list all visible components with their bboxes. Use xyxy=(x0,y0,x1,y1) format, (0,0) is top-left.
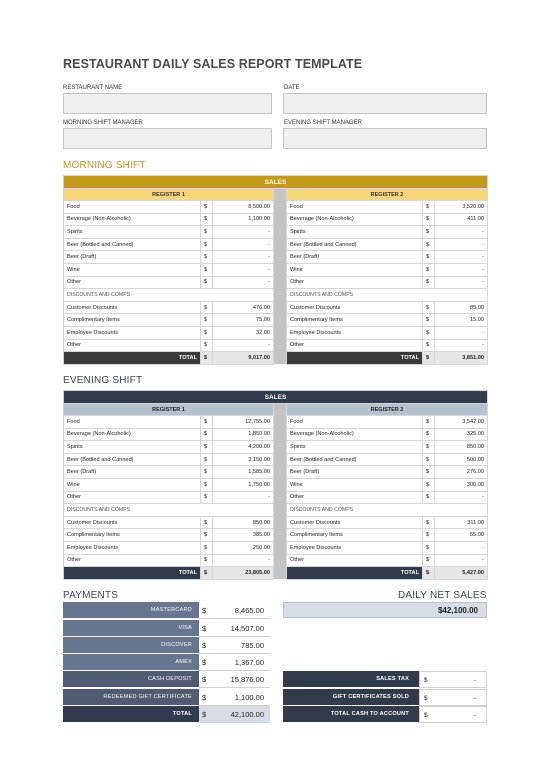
currency-symbol: $ xyxy=(423,466,435,479)
register-divider xyxy=(274,516,287,529)
currency-symbol: $ xyxy=(423,314,435,327)
register-1-item-value[interactable]: 1,585.00 xyxy=(213,466,274,479)
currency-symbol: $ xyxy=(423,567,435,580)
currency-symbol: $ xyxy=(423,251,435,264)
register-1-item-value[interactable]: 3,150.00 xyxy=(213,453,274,466)
register-2-item-label: Beer (Draft) xyxy=(287,251,423,264)
currency-symbol: $ xyxy=(419,671,431,688)
currency-symbol: $ xyxy=(423,213,435,226)
register-divider xyxy=(274,404,287,416)
currency-symbol: $ xyxy=(423,541,435,554)
payment-amount[interactable]: 15,876.00 xyxy=(209,671,270,688)
payment-method-label: AMEX xyxy=(63,654,199,671)
currency-symbol: $ xyxy=(423,516,435,529)
payment-row xyxy=(63,706,270,723)
register-2-item-value[interactable]: 3,542.00 xyxy=(435,416,488,429)
register-2-item-value[interactable]: 55.00 xyxy=(435,529,488,542)
register-1-item-label: Spirits xyxy=(64,226,201,239)
table-row xyxy=(64,276,488,289)
register-2-item-label: Beer (Bottled and Canned) xyxy=(287,453,423,466)
currency-symbol: $ xyxy=(423,554,435,567)
register-1-item-label: Beer (Draft) xyxy=(64,251,201,264)
payment-row xyxy=(63,637,270,654)
register-2-item-value[interactable]: 325.00 xyxy=(435,428,488,441)
table-row xyxy=(64,251,488,264)
currency-symbol: $ xyxy=(199,671,209,688)
currency-symbol: $ xyxy=(423,238,435,251)
register-divider xyxy=(274,567,287,580)
payment-amount[interactable]: 8,465.00 xyxy=(209,602,270,619)
currency-symbol: $ xyxy=(201,314,213,327)
currency-symbol: $ xyxy=(201,416,213,429)
register-2-item-value[interactable]: - xyxy=(435,226,488,239)
currency-symbol: $ xyxy=(199,620,209,637)
register-2-item-label: Beverage (Non-Alcoholic) xyxy=(287,428,423,441)
register-2-total: 3,851.00 xyxy=(435,352,488,365)
date-label: DATE xyxy=(284,85,300,91)
register-1-item-value[interactable]: 385.00 xyxy=(213,529,274,542)
currency-symbol: $ xyxy=(201,226,213,239)
register-1-item-label: Other xyxy=(64,491,201,504)
register-1-item-label: Other xyxy=(64,554,201,567)
evening-manager-label: EVENING SHIFT MANAGER xyxy=(284,120,362,126)
register-2-item-label: Other xyxy=(287,276,423,289)
register-2-header: REGISTER 2 xyxy=(287,404,488,416)
discounts-section-label: DISCOUNTS AND COMPS xyxy=(287,289,488,302)
register-2-item-value[interactable]: 276.00 xyxy=(435,466,488,479)
register-2-item-label: Food xyxy=(287,416,423,429)
register-2-item-value[interactable]: - xyxy=(435,326,488,339)
register-1-item-value[interactable]: 12,755.00 xyxy=(213,416,274,429)
register-1-item-value[interactable]: - xyxy=(213,554,274,567)
currency-symbol: $ xyxy=(423,428,435,441)
register-divider xyxy=(274,276,287,289)
register-2-item-value[interactable]: - xyxy=(435,541,488,554)
summary-row xyxy=(283,706,487,723)
total-label: TOTAL xyxy=(64,352,201,365)
register-1-item-label: Other xyxy=(64,339,201,352)
register-divider xyxy=(274,529,287,542)
payment-amount[interactable]: 1,100.00 xyxy=(209,689,270,706)
register-divider xyxy=(274,352,287,365)
currency-symbol: $ xyxy=(423,276,435,289)
register-1-item-value[interactable]: 32.00 xyxy=(213,326,274,339)
payment-row xyxy=(63,689,270,706)
register-divider xyxy=(274,554,287,567)
register-2-total: 5,427.00 xyxy=(435,567,488,580)
morning-manager-field[interactable] xyxy=(63,128,272,149)
total-label: TOTAL xyxy=(287,352,423,365)
register-2-item-label: Beer (Bottled and Canned) xyxy=(287,238,423,251)
register-1-header: REGISTER 1 xyxy=(64,404,274,416)
register-2-item-value[interactable]: - xyxy=(435,491,488,504)
evening-shift-heading: EVENING SHIFT xyxy=(63,375,143,386)
register-2-item-value[interactable]: 411.00 xyxy=(435,213,488,226)
table-row xyxy=(64,453,488,466)
register-2-item-value[interactable]: 3,520.00 xyxy=(435,201,488,214)
evening-sales-table xyxy=(63,390,488,580)
payment-method-label: REDEEMED GIFT CERTIFICATE xyxy=(63,689,199,706)
page-title: RESTAURANT DAILY SALES REPORT TEMPLATE xyxy=(63,57,363,71)
register-divider xyxy=(274,466,287,479)
register-1-item-value[interactable]: - xyxy=(213,226,274,239)
register-divider xyxy=(274,326,287,339)
register-1-item-label: Customer Discounts xyxy=(64,516,201,529)
payment-row xyxy=(63,620,270,637)
table-row xyxy=(64,478,488,491)
table-row xyxy=(64,339,488,352)
currency-symbol: $ xyxy=(423,491,435,504)
morning-sales-table xyxy=(63,175,488,365)
register-2-item-value[interactable]: 311.00 xyxy=(435,516,488,529)
payment-row xyxy=(63,671,270,688)
register-divider xyxy=(274,339,287,352)
currency-symbol: $ xyxy=(201,213,213,226)
register-divider xyxy=(274,428,287,441)
evening-manager-field[interactable] xyxy=(283,128,487,149)
currency-symbol: $ xyxy=(201,567,213,580)
register-1-item-label: Employee Discounts xyxy=(64,326,201,339)
register-1-item-value[interactable]: 1,750.00 xyxy=(213,478,274,491)
register-1-item-label: Spirits xyxy=(64,441,201,454)
payment-amount[interactable]: 14,507.00 xyxy=(209,620,270,637)
register-1-item-label: Other xyxy=(64,276,201,289)
currency-symbol: $ xyxy=(423,326,435,339)
register-2-item-value[interactable]: 850.00 xyxy=(435,441,488,454)
register-2-item-label: Other xyxy=(287,339,423,352)
register-divider xyxy=(274,263,287,276)
payment-amount[interactable]: 42,100.00 xyxy=(209,706,270,723)
table-row xyxy=(64,428,488,441)
summary-row xyxy=(283,689,487,706)
register-divider xyxy=(274,238,287,251)
register-divider xyxy=(274,453,287,466)
currency-symbol: $ xyxy=(423,352,435,365)
table-row xyxy=(64,441,488,454)
register-divider xyxy=(274,478,287,491)
currency-symbol: $ xyxy=(201,276,213,289)
register-1-item-value[interactable]: 8,500.00 xyxy=(213,201,274,214)
table-row xyxy=(64,238,488,251)
register-2-item-label: Employee Discounts xyxy=(287,541,423,554)
total-label: TOTAL xyxy=(287,567,423,580)
register-1-item-label: Beverage (Non-Alcoholic) xyxy=(64,428,201,441)
summary-amount[interactable]: - xyxy=(431,689,487,706)
register-2-item-label: Spirits xyxy=(287,441,423,454)
daily-net-sales-value: $42,100.00 xyxy=(283,602,487,618)
register-2-item-value[interactable]: - xyxy=(435,251,488,264)
currency-symbol: $ xyxy=(201,201,213,214)
register-2-item-label: Employee Discounts xyxy=(287,326,423,339)
summary-label: TOTAL CASH TO ACCOUNT xyxy=(283,706,419,723)
register-1-item-value[interactable]: - xyxy=(213,339,274,352)
currency-symbol: $ xyxy=(199,689,209,706)
currency-symbol: $ xyxy=(423,226,435,239)
currency-symbol: $ xyxy=(201,466,213,479)
table-row xyxy=(64,326,488,339)
register-divider xyxy=(274,541,287,554)
currency-symbol: $ xyxy=(199,706,209,723)
sales-header: SALES xyxy=(64,391,488,404)
register-1-item-value[interactable]: 476.00 xyxy=(213,301,274,314)
register-divider xyxy=(274,213,287,226)
currency-symbol: $ xyxy=(201,541,213,554)
currency-symbol: $ xyxy=(201,263,213,276)
register-2-item-value[interactable]: 500.00 xyxy=(435,453,488,466)
register-1-item-value[interactable]: - xyxy=(213,263,274,276)
payments-heading: PAYMENTS xyxy=(63,590,119,601)
currency-symbol: $ xyxy=(423,453,435,466)
register-divider xyxy=(274,441,287,454)
currency-symbol: $ xyxy=(201,428,213,441)
register-1-item-value[interactable]: - xyxy=(213,276,274,289)
register-2-item-label: Spirits xyxy=(287,226,423,239)
register-2-item-value[interactable]: - xyxy=(435,276,488,289)
register-2-item-label: Complimentary Items xyxy=(287,314,423,327)
register-1-item-label: Complimentary Items xyxy=(64,529,201,542)
currency-symbol: $ xyxy=(201,251,213,264)
table-row xyxy=(64,213,488,226)
total-label: TOTAL xyxy=(64,567,201,580)
payment-amount[interactable]: 785.00 xyxy=(209,637,270,654)
table-row xyxy=(64,226,488,239)
morning-shift-heading: MORNING SHIFT xyxy=(63,160,146,171)
register-1-item-value[interactable]: 250.00 xyxy=(213,541,274,554)
register-2-item-label: Other xyxy=(287,491,423,504)
register-1-item-label: Complimentary Items xyxy=(64,314,201,327)
currency-symbol: $ xyxy=(199,637,209,654)
register-1-item-label: Beer (Bottled and Canned) xyxy=(64,238,201,251)
register-1-item-label: Beer (Bottled and Canned) xyxy=(64,453,201,466)
register-2-item-value[interactable]: - xyxy=(435,554,488,567)
register-2-item-value[interactable]: 300.00 xyxy=(435,478,488,491)
currency-symbol: $ xyxy=(201,529,213,542)
register-1-item-label: Food xyxy=(64,201,201,214)
register-2-item-value[interactable]: - xyxy=(435,263,488,276)
currency-symbol: $ xyxy=(201,238,213,251)
currency-symbol: $ xyxy=(201,352,213,365)
register-2-header: REGISTER 2 xyxy=(287,189,488,201)
payment-method-label: MASTERCARD xyxy=(63,602,199,619)
register-1-item-label: Customer Discounts xyxy=(64,301,201,314)
table-row xyxy=(64,466,488,479)
currency-symbol: $ xyxy=(423,416,435,429)
currency-symbol: $ xyxy=(419,706,431,723)
register-1-item-value[interactable]: 1,100.00 xyxy=(213,213,274,226)
payment-row xyxy=(63,654,270,671)
register-1-total: 23,805.00 xyxy=(213,567,274,580)
register-1-item-label: Wine xyxy=(64,478,201,491)
currency-symbol: $ xyxy=(199,602,209,619)
sales-header: SALES xyxy=(64,176,488,189)
currency-symbol: $ xyxy=(201,301,213,314)
register-1-item-value[interactable]: 1,850.00 xyxy=(213,428,274,441)
table-row xyxy=(64,416,488,429)
register-1-item-label: Beer (Draft) xyxy=(64,466,201,479)
payment-method-label: DISCOVER xyxy=(63,637,199,654)
currency-symbol: $ xyxy=(423,529,435,542)
register-divider xyxy=(274,504,287,517)
register-divider xyxy=(274,226,287,239)
table-row xyxy=(64,529,488,542)
summary-label: SALES TAX xyxy=(283,671,419,688)
discounts-section-label: DISCOUNTS AND COMPS xyxy=(287,504,488,517)
currency-symbol: $ xyxy=(423,441,435,454)
currency-symbol: $ xyxy=(201,441,213,454)
currency-symbol: $ xyxy=(199,654,209,671)
currency-symbol: $ xyxy=(423,478,435,491)
table-row xyxy=(64,516,488,529)
restaurant-name-label: RESTAURANT NAME xyxy=(63,85,123,91)
summary-label: GIFT CERTIFICATES SOLD xyxy=(283,689,419,706)
currency-symbol: $ xyxy=(201,339,213,352)
register-2-item-value[interactable]: 15.00 xyxy=(435,314,488,327)
currency-symbol: $ xyxy=(201,491,213,504)
register-2-item-label: Customer Discounts xyxy=(287,516,423,529)
register-divider xyxy=(274,189,287,201)
register-1-total: 9,017.00 xyxy=(213,352,274,365)
register-1-item-value[interactable]: 850.00 xyxy=(213,516,274,529)
register-2-item-label: Wine xyxy=(287,263,423,276)
register-2-item-value[interactable]: - xyxy=(435,238,488,251)
daily-net-sales-heading: DAILY NET SALES xyxy=(398,590,487,601)
table-row xyxy=(64,314,488,327)
currency-symbol: $ xyxy=(201,516,213,529)
currency-symbol: $ xyxy=(423,339,435,352)
register-2-item-label: Food xyxy=(287,201,423,214)
table-row xyxy=(64,491,488,504)
register-1-item-value[interactable]: - xyxy=(213,238,274,251)
register-divider xyxy=(274,201,287,214)
currency-symbol: $ xyxy=(201,554,213,567)
register-1-item-label: Beverage (Non-Alcoholic) xyxy=(64,213,201,226)
currency-symbol: $ xyxy=(201,478,213,491)
discounts-section-label: DISCOUNTS AND COMPS xyxy=(64,504,274,517)
currency-symbol: $ xyxy=(423,201,435,214)
currency-symbol: $ xyxy=(201,326,213,339)
register-1-item-label: Wine xyxy=(64,263,201,276)
table-row xyxy=(64,201,488,214)
table-row xyxy=(64,301,488,314)
restaurant-name-field[interactable] xyxy=(63,93,272,114)
register-1-item-value[interactable]: - xyxy=(213,491,274,504)
register-1-header: REGISTER 1 xyxy=(64,189,274,201)
register-divider xyxy=(274,251,287,264)
register-2-item-label: Wine xyxy=(287,478,423,491)
table-row xyxy=(64,541,488,554)
register-1-item-value[interactable]: 75.00 xyxy=(213,314,274,327)
currency-symbol: $ xyxy=(423,301,435,314)
register-divider xyxy=(274,289,287,302)
payment-method-label: CASH DEPOSIT xyxy=(63,671,199,688)
register-divider xyxy=(274,416,287,429)
register-2-item-value[interactable]: - xyxy=(435,339,488,352)
date-field[interactable] xyxy=(283,93,487,114)
discounts-section-label: DISCOUNTS AND COMPS xyxy=(64,289,274,302)
summary-row xyxy=(283,671,487,688)
register-2-item-label: Beverage (Non-Alcoholic) xyxy=(287,213,423,226)
table-row xyxy=(64,263,488,276)
summary-amount[interactable]: - xyxy=(431,706,487,723)
register-2-item-label: Customer Discounts xyxy=(287,301,423,314)
register-2-item-label: Complimentary Items xyxy=(287,529,423,542)
payment-amount[interactable]: 1,367.00 xyxy=(209,654,270,671)
register-divider xyxy=(274,314,287,327)
register-1-item-value[interactable]: 4,200.00 xyxy=(213,441,274,454)
register-1-item-value[interactable]: - xyxy=(213,251,274,264)
register-divider xyxy=(274,301,287,314)
currency-symbol: $ xyxy=(419,689,431,706)
register-divider xyxy=(274,491,287,504)
register-1-item-label: Employee Discounts xyxy=(64,541,201,554)
register-2-item-label: Other xyxy=(287,554,423,567)
payment-method-label: TOTAL xyxy=(63,706,199,723)
table-row xyxy=(64,554,488,567)
register-2-item-label: Beer (Draft) xyxy=(287,466,423,479)
payment-method-label: VISA xyxy=(63,620,199,637)
register-2-item-value[interactable]: 85.00 xyxy=(435,301,488,314)
currency-symbol: $ xyxy=(201,453,213,466)
register-1-item-label: Food xyxy=(64,416,201,429)
summary-amount[interactable]: - xyxy=(431,671,487,688)
morning-manager-label: MORNING SHIFT MANAGER xyxy=(63,120,143,126)
payment-row xyxy=(63,602,270,619)
currency-symbol: $ xyxy=(423,263,435,276)
